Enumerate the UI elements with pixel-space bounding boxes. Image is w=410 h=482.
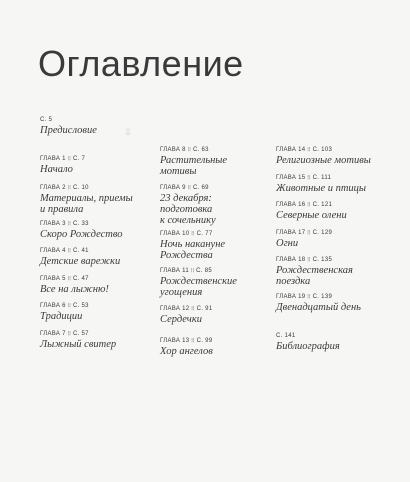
toc-entry-chapter-7[interactable] bbox=[40, 331, 158, 350]
toc-entry-meta: ГЛАВА 6 ⦙⦙ С. 53 bbox=[40, 303, 89, 309]
toc-entry-meta: ГЛАВА 14 ⦙⦙ С. 103 bbox=[276, 147, 333, 153]
toc-entry-meta: ГЛАВА 15 ⦙⦙ С. 111 bbox=[276, 175, 332, 181]
toc-entry-meta: ГЛАВА 19 ⦙⦙ С. 139 bbox=[276, 294, 333, 300]
toc-entry-meta: ГЛАВА 1 ⦙⦙ С. 7 bbox=[40, 156, 86, 162]
toc-entry-chapter-4[interactable] bbox=[40, 248, 158, 267]
toc-entry-chapter-13[interactable] bbox=[160, 338, 278, 357]
toc-entry-meta: ГЛАВА 18 ⦙⦙ С. 135 bbox=[276, 257, 333, 263]
toc-entry-title: Скоро Рождество bbox=[40, 229, 123, 240]
toc-entry-chapter-11[interactable] bbox=[160, 268, 278, 298]
toc-entry-chapter-1[interactable] bbox=[40, 156, 158, 175]
toc-entry-meta: ГЛАВА 11 ⦙⦙ С. 85 bbox=[160, 268, 213, 274]
toc-entry-chapter-3[interactable] bbox=[40, 221, 158, 240]
toc-entry-title: Ночь накануне Рождества bbox=[160, 239, 226, 261]
page-title: Оглавление bbox=[38, 43, 244, 84]
toc-entry-chapter-6[interactable] bbox=[40, 303, 158, 322]
toc-entry-title: 23 декабря: подготовка к сочельнику bbox=[160, 193, 216, 226]
toc-entry-chapter-16[interactable] bbox=[276, 202, 394, 221]
toc-entry-title: Лыжный свитер bbox=[40, 339, 117, 350]
toc-entry-chapter-2[interactable] bbox=[40, 185, 158, 215]
toc-entry-meta: ГЛАВА 5 ⦙⦙ С. 47 bbox=[40, 276, 89, 282]
toc-entry-meta: ГЛАВА 3 ⦙⦙ С. 33 bbox=[40, 221, 89, 227]
toc-entry-chapter-5[interactable] bbox=[40, 276, 158, 295]
toc-entry-title: Библиография bbox=[276, 341, 340, 352]
toc-entry-meta: ГЛАВА 8 ⦙⦙ С. 63 bbox=[160, 147, 209, 153]
toc-entry-meta: ГЛАВА 12 ⦙⦙ С. 91 bbox=[160, 306, 213, 312]
toc-entry-meta: ГЛАВА 4 ⦙⦙ С. 41 bbox=[40, 248, 89, 254]
toc-entry-title: Детские варежки bbox=[40, 256, 121, 267]
toc-entry-title: Сердечки bbox=[160, 314, 202, 325]
toc-entry-chapter-18[interactable] bbox=[276, 257, 394, 287]
toc-entry-meta: С. 5 bbox=[40, 117, 53, 123]
toc-entry-chapter-8[interactable] bbox=[160, 147, 278, 177]
decorative-separator: ⦙⦙ bbox=[126, 127, 131, 137]
toc-entry-title: Животные и птицы bbox=[276, 183, 367, 194]
toc-entry-title: Рождественские угощения bbox=[160, 276, 237, 298]
toc-entry-title: Хор ангелов bbox=[160, 346, 213, 357]
toc-entry-preface[interactable] bbox=[40, 117, 158, 136]
toc-entry-meta: ГЛАВА 13 ⦙⦙ С. 99 bbox=[160, 338, 213, 344]
toc-entry-meta: ГЛАВА 7 ⦙⦙ С. 57 bbox=[40, 331, 89, 337]
toc-entry-title: Предисловие bbox=[40, 125, 97, 136]
toc-entry-chapter-15[interactable] bbox=[276, 175, 394, 194]
toc-entry-title: Начало bbox=[40, 164, 73, 175]
toc-entry-chapter-19[interactable] bbox=[276, 294, 394, 313]
toc-entry-title: Растительные мотивы bbox=[160, 155, 228, 177]
toc-entry-meta: ГЛАВА 9 ⦙⦙ С. 69 bbox=[160, 185, 209, 191]
toc-entry-chapter-14[interactable] bbox=[276, 147, 394, 166]
toc-entry-title: Двенадцатый день bbox=[276, 302, 361, 313]
toc-entry-meta: ГЛАВА 17 ⦙⦙ С. 129 bbox=[276, 230, 333, 236]
toc-entry-meta: ГЛАВА 2 ⦙⦙ С. 10 bbox=[40, 185, 89, 191]
toc-entry-title: Религиозные мотивы bbox=[276, 155, 371, 166]
toc-entry-meta: ГЛАВА 10 ⦙⦙ С. 77 bbox=[160, 231, 213, 237]
toc-entry-title: Материалы, приемы и правила bbox=[40, 193, 133, 215]
toc-entry-meta: ГЛАВА 16 ⦙⦙ С. 121 bbox=[276, 202, 333, 208]
toc-entry-title: Традиции bbox=[40, 311, 83, 322]
toc-entry-title: Рождественская поездка bbox=[276, 265, 353, 287]
toc-entry-bibliography[interactable] bbox=[276, 333, 394, 352]
toc-entry-chapter-12[interactable] bbox=[160, 306, 278, 325]
toc-entry-meta: С. 141 bbox=[276, 333, 296, 339]
toc-entry-title: Северные олени bbox=[276, 210, 347, 221]
toc-entry-title: Огни bbox=[276, 238, 299, 249]
toc-entry-chapter-9[interactable] bbox=[160, 185, 278, 226]
toc-entry-chapter-10[interactable] bbox=[160, 231, 278, 261]
toc-entry-chapter-17[interactable] bbox=[276, 230, 394, 249]
toc-entry-title: Все на лыжню! bbox=[40, 284, 109, 295]
